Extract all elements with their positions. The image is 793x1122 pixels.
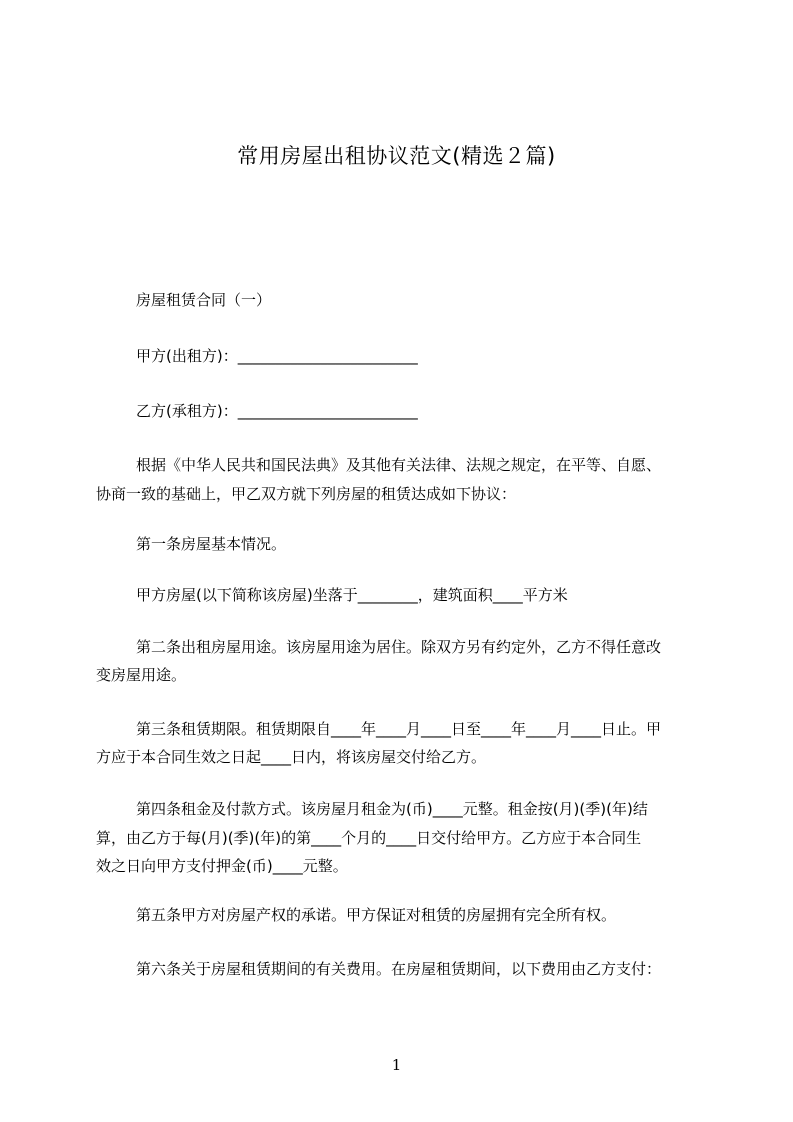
preamble-line-1: 根据《中华人民共和国民法典》及其他有关法律、法规之规定，在平等、自愿、 [136, 456, 662, 474]
article-6: 第六条关于房屋租赁期间的有关费用。在房屋租赁期间，以下费用由乙方支付： [136, 960, 662, 978]
preamble-line-2: 协商一致的基础上，甲乙双方就下列房屋的租赁达成如下协议： [96, 485, 517, 503]
page-number: 1 [391, 1056, 402, 1074]
article-4-line-2: 算，由乙方于每(月)(季)(年)的第____个月的____日交付给甲方。乙方应于本合同生 [96, 829, 642, 847]
article-4-line-3: 效之日向甲方支付押金(币)____元整。 [96, 857, 348, 875]
article-2-line-1: 第二条出租房屋用途。该房屋用途为居住。除双方另有约定外，乙方不得任意改 [136, 638, 662, 656]
article-3-line-1: 第三条租赁期限。租赁期限自____年____月____日至____年____月____日止。甲 [136, 720, 662, 738]
article-1-heading: 第一条房屋基本情况。 [136, 535, 287, 553]
party-b-line: 乙方(承租方)：________________________ [136, 402, 418, 420]
party-a-line: 甲方(出租方)：________________________ [136, 347, 418, 365]
article-4-line-1: 第四条租金及付款方式。该房屋月租金为(币)____元整。租金按(月)(季)(年)结 [136, 800, 648, 818]
article-3-line-2: 方应于本合同生效之日起____日内，将该房屋交付给乙方。 [96, 748, 487, 766]
article-2-line-2: 变房屋用途。 [96, 666, 187, 684]
article-5: 第五条甲方对房屋产权的承诺。甲方保证对租赁的房屋拥有完全所有权。 [136, 906, 617, 924]
contract-heading: 房屋租赁合同（一） [136, 291, 272, 309]
document-title: 常用房屋出租协议范文(精选２篇) [237, 144, 556, 168]
article-1-body: 甲方房屋(以下简称该房屋)坐落于________，建筑面积____平方米 [136, 586, 568, 604]
